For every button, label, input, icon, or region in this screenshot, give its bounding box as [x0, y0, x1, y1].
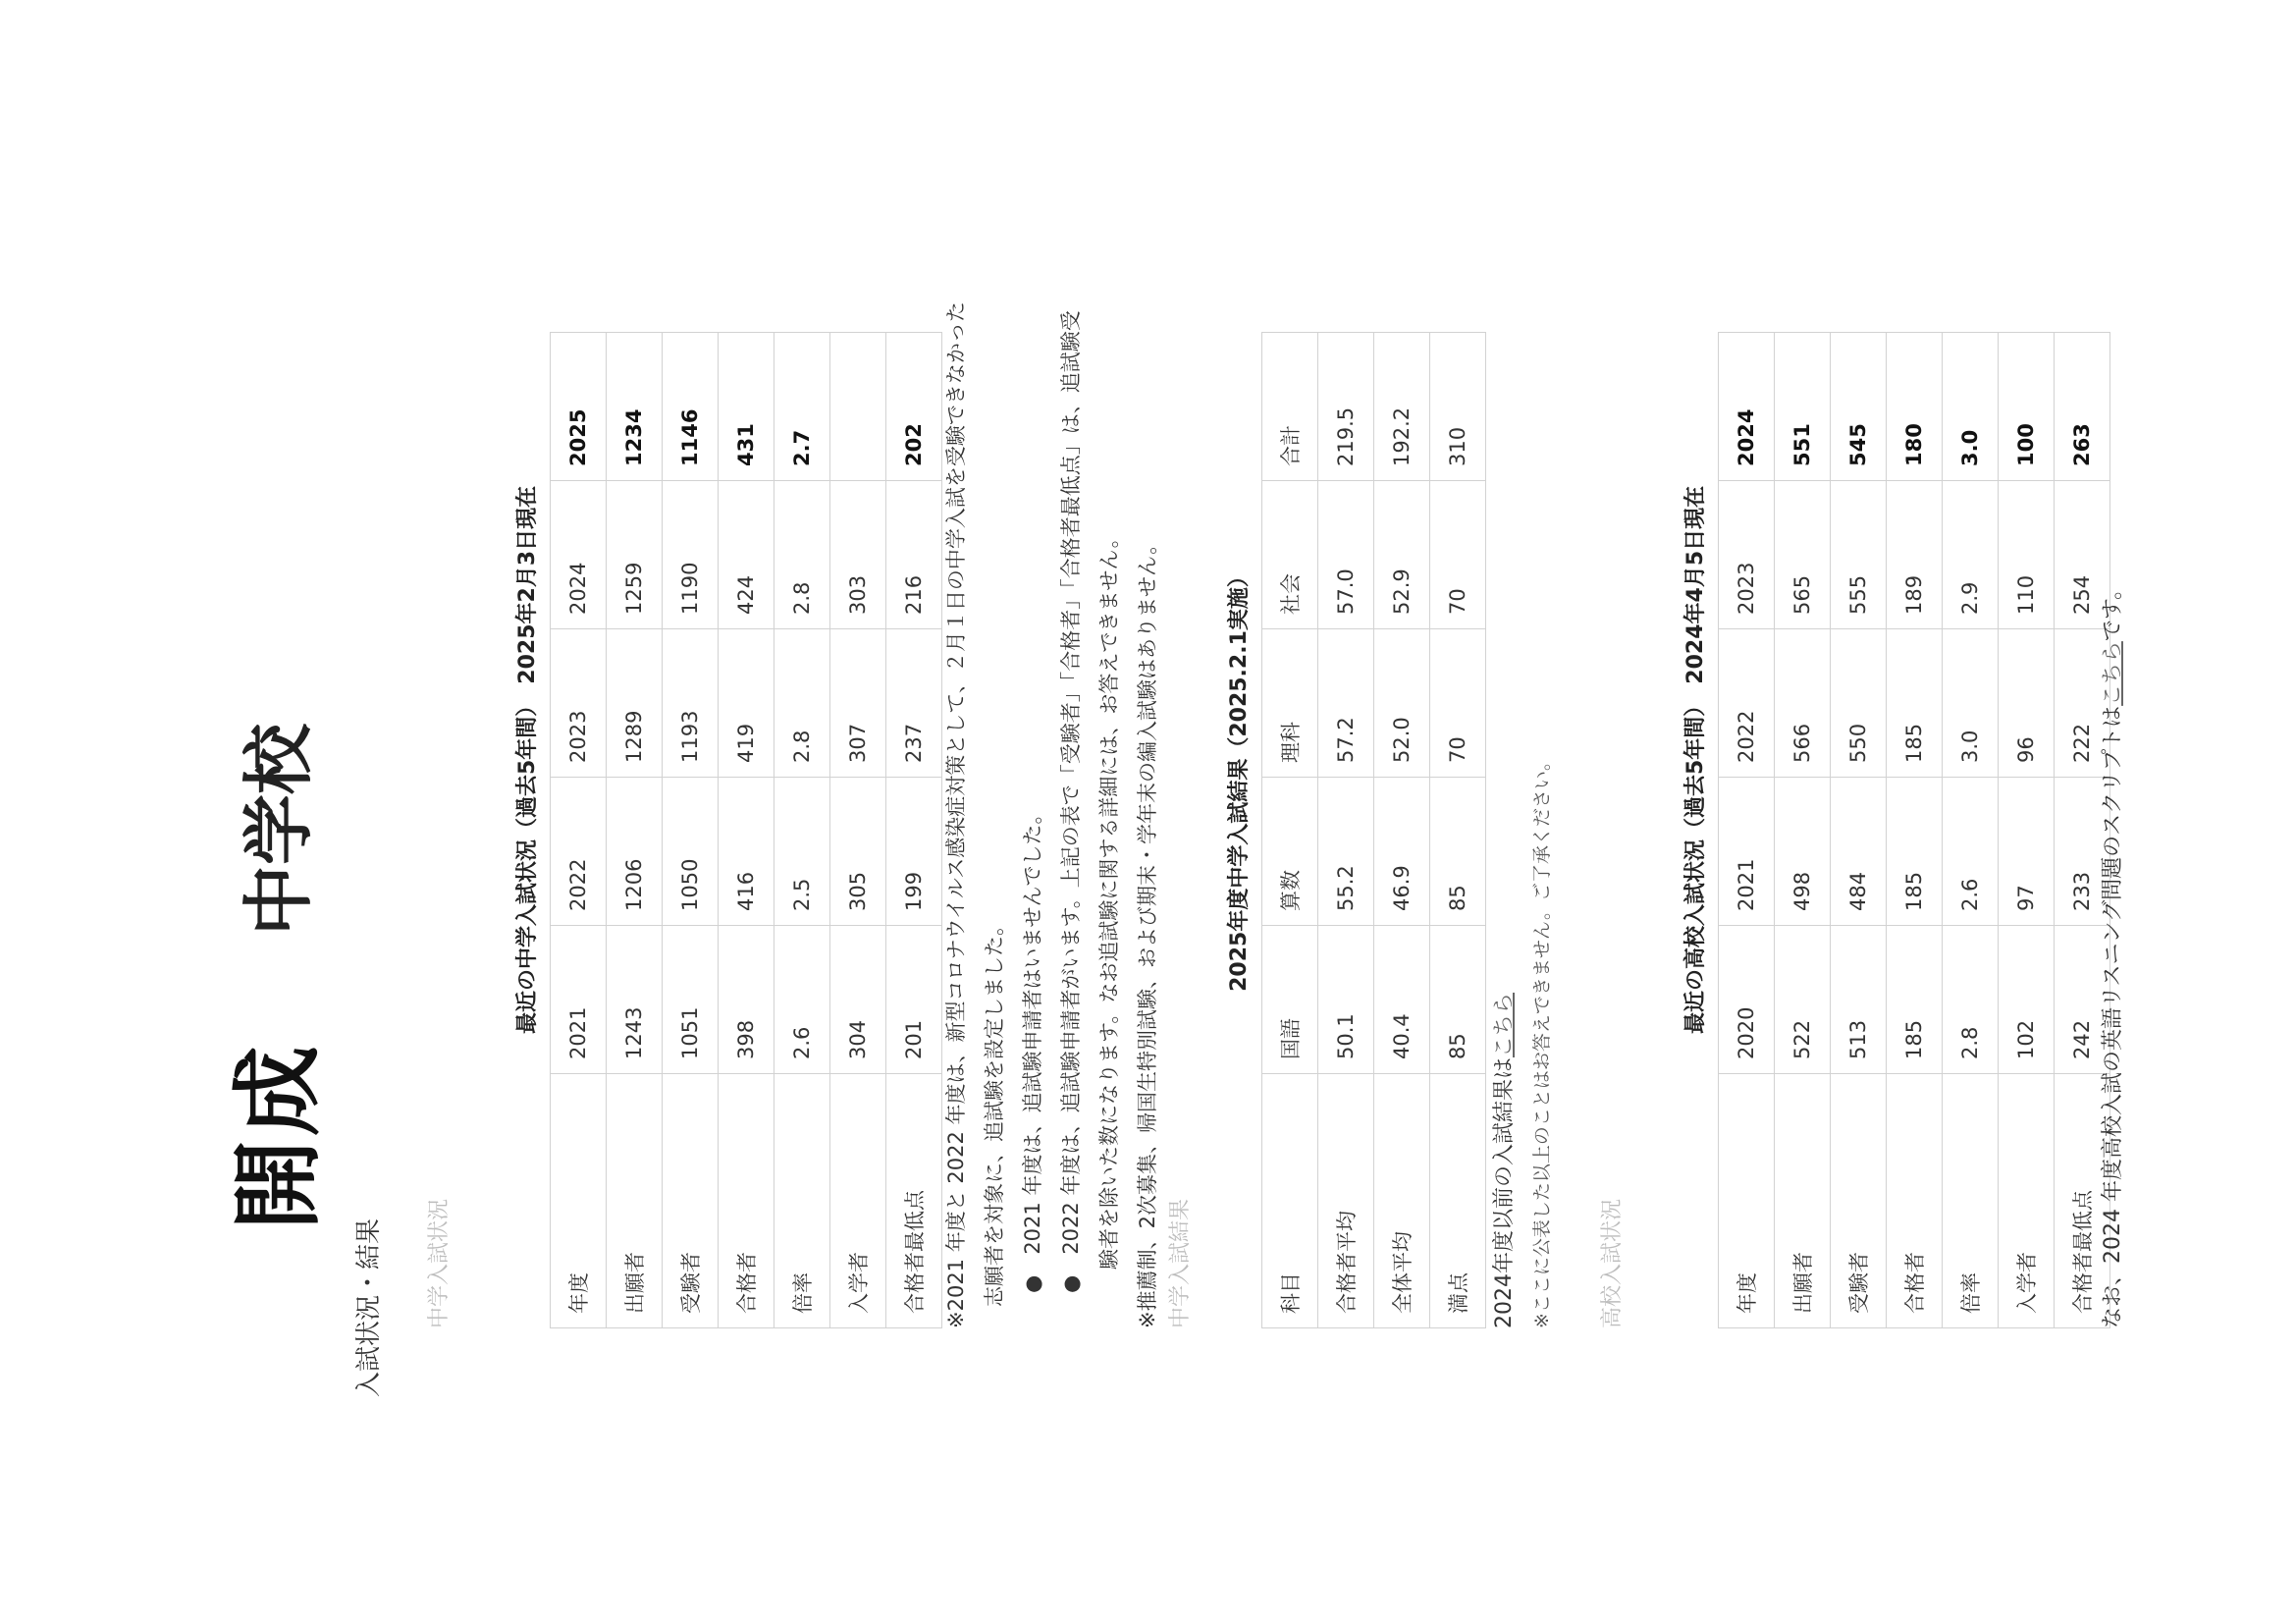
- table-cell: 222: [2055, 629, 2110, 778]
- table-cell: 52.9: [1374, 481, 1430, 629]
- table-cell: 社会: [1262, 481, 1318, 629]
- row-label: 満点: [1430, 1074, 1486, 1328]
- table-cell: 46.9: [1374, 778, 1430, 926]
- table-cell: 2.8: [1943, 926, 1999, 1074]
- table-cell: 189: [1887, 481, 1943, 629]
- footer-prefix: なお、2024 年度高校入試の英語リスニング問題のスクリプトは: [2101, 705, 2125, 1328]
- table-cell: 1193: [663, 629, 719, 778]
- past-results-link[interactable]: こちら: [1492, 992, 1517, 1057]
- row-label: 合格者: [719, 1074, 774, 1328]
- table-cell: 102: [1999, 926, 2055, 1074]
- table-row: [886, 333, 942, 1328]
- table-cell: 2023: [1719, 481, 1775, 629]
- table-cell: 97: [1999, 778, 2055, 926]
- table-cell: 513: [1831, 926, 1887, 1074]
- table-cell: 555: [1831, 481, 1887, 629]
- row-label: 合格者平均: [1318, 1074, 1374, 1328]
- jh-results-caption: 2025年度中学入試結果（2025.2.1実施）: [1227, 566, 1252, 992]
- row-label: 倍率: [774, 1074, 830, 1328]
- note-line: ● 2022 年度は、追試験申請者がいます。上記の表で「受験者」「合格者」「合格者最低点」は、追試験受: [1059, 310, 1083, 1293]
- row-label: 受験者: [663, 1074, 719, 1328]
- table-cell: 2.8: [774, 629, 830, 778]
- table-cell: 180: [1887, 333, 1943, 481]
- table-cell: 1259: [607, 481, 663, 629]
- table-cell: 52.0: [1374, 629, 1430, 778]
- table-cell: 307: [830, 629, 886, 778]
- table-cell: 2.5: [774, 778, 830, 926]
- table-row: [719, 333, 774, 1328]
- table-cell: 算数: [1262, 778, 1318, 926]
- table-cell: 2.7: [774, 333, 830, 481]
- row-label: 出願者: [607, 1074, 663, 1328]
- table-row: [1831, 333, 1887, 1328]
- table-cell: 398: [719, 926, 774, 1074]
- table-row: [1262, 333, 1318, 1328]
- link-prefix: 2024年度以前の入試結果は: [1492, 1057, 1517, 1328]
- row-label: 合格者: [1887, 1074, 1943, 1328]
- table-cell: 2.6: [1943, 778, 1999, 926]
- table-cell: [830, 333, 886, 481]
- table-cell: 2023: [551, 629, 607, 778]
- table-cell: 70: [1430, 629, 1486, 778]
- section-title: 入試状況・結果: [354, 1217, 384, 1397]
- table-row: [1430, 333, 1486, 1328]
- table-cell: 2022: [1719, 629, 1775, 778]
- table-row: [830, 333, 886, 1328]
- table-cell: 2024: [1719, 333, 1775, 481]
- table-cell: 70: [1430, 481, 1486, 629]
- table-cell: 2020: [1719, 926, 1775, 1074]
- row-label: 出願者: [1775, 1074, 1831, 1328]
- table-cell: 1206: [607, 778, 663, 926]
- table-cell: 40.4: [1374, 926, 1430, 1074]
- table-cell: 304: [830, 926, 886, 1074]
- table-cell: 1190: [663, 481, 719, 629]
- table-cell: 2.9: [1943, 481, 1999, 629]
- table-cell: 1243: [607, 926, 663, 1074]
- table-cell: 242: [2055, 926, 2110, 1074]
- table-cell: 424: [719, 481, 774, 629]
- listening-script-link[interactable]: こちら: [2101, 641, 2125, 706]
- table-cell: 85: [1430, 926, 1486, 1074]
- table-cell: 1050: [663, 778, 719, 926]
- row-label: 入学者: [830, 1074, 886, 1328]
- table-cell: 237: [886, 629, 942, 778]
- table-cell: 202: [886, 333, 942, 481]
- table-cell: 416: [719, 778, 774, 926]
- table-cell: 50.1: [1318, 926, 1374, 1074]
- note-line: ● 2021 年度は、追試験申請者はいませんでした。: [1021, 803, 1044, 1293]
- table-cell: 192.2: [1374, 333, 1430, 481]
- table-cell: 498: [1775, 778, 1831, 926]
- jh-results-table: [1261, 332, 1486, 1328]
- jh-results-note: ※ここに公表した以上のことはお答えできません。ご了承ください。: [1531, 751, 1553, 1328]
- table-cell: 219.5: [1318, 333, 1374, 481]
- table-cell: 550: [1831, 629, 1887, 778]
- table-cell: 233: [2055, 778, 2110, 926]
- hs-footer-line: [2096, 578, 2126, 1328]
- table-row: [1719, 333, 1775, 1328]
- table-cell: 57.2: [1318, 629, 1374, 778]
- table-cell: 199: [886, 778, 942, 926]
- table-cell: 1051: [663, 926, 719, 1074]
- table-cell: 国語: [1262, 926, 1318, 1074]
- table-row: [663, 333, 719, 1328]
- row-label: 全体平均: [1374, 1074, 1430, 1328]
- row-label: 倍率: [1943, 1074, 1999, 1328]
- table-cell: 303: [830, 481, 886, 629]
- table-row: [1318, 333, 1374, 1328]
- table-cell: 431: [719, 333, 774, 481]
- table-row: [1374, 333, 1430, 1328]
- table-cell: 484: [1831, 778, 1887, 926]
- table-row: [1887, 333, 1943, 1328]
- table-cell: 2024: [551, 481, 607, 629]
- table-cell: 合計: [1262, 333, 1318, 481]
- table-cell: 96: [1999, 629, 2055, 778]
- table-row: [551, 333, 607, 1328]
- table-cell: 263: [2055, 333, 2110, 481]
- table-cell: 216: [886, 481, 942, 629]
- table-cell: 2022: [551, 778, 607, 926]
- note-line: 志願者を対象に、追試験を設定しました。: [983, 915, 1006, 1307]
- table-cell: 2025: [551, 333, 607, 481]
- table-cell: 419: [719, 629, 774, 778]
- nav-hs-status[interactable]: 高校入試状況: [1600, 1198, 1625, 1328]
- table-cell: 100: [1999, 333, 2055, 481]
- table-cell: 551: [1775, 333, 1831, 481]
- table-cell: 2.6: [774, 926, 830, 1074]
- table-cell: 2021: [1719, 778, 1775, 926]
- table-cell: 55.2: [1318, 778, 1374, 926]
- school-name-sub: 中学校: [238, 723, 320, 936]
- nav-jh-results[interactable]: 中学入試結果: [1168, 1198, 1193, 1328]
- table-row: [1775, 333, 1831, 1328]
- table-cell: 85: [1430, 778, 1486, 926]
- table-cell: 3.0: [1943, 629, 1999, 778]
- table-row: [607, 333, 663, 1328]
- row-label: 年度: [551, 1074, 607, 1328]
- table-cell: 185: [1887, 629, 1943, 778]
- row-label: 合格者最低点: [2055, 1074, 2110, 1328]
- table-cell: 185: [1887, 926, 1943, 1074]
- row-label: 入学者: [1999, 1074, 2055, 1328]
- jh-status-notes: [937, 32, 1167, 1328]
- row-label: 受験者: [1831, 1074, 1887, 1328]
- hs-status-caption: 最近の高校入試状況（過去5年間） 2024年4月5日現在: [1683, 485, 1708, 1034]
- table-row: [774, 333, 830, 1328]
- footer-suffix: です。: [2101, 577, 2125, 642]
- table-cell: 2.8: [774, 481, 830, 629]
- row-label: 科目: [1262, 1074, 1318, 1328]
- table-cell: 201: [886, 926, 942, 1074]
- table-cell: 305: [830, 778, 886, 926]
- table-cell: 理科: [1262, 629, 1318, 778]
- note-line: 験者を除いた数になります。なお追試験に関する詳細には、お答えできません。: [1097, 527, 1121, 1270]
- jh-status-table: [550, 332, 942, 1328]
- nav-jh-status[interactable]: 中学入試状況: [427, 1198, 452, 1328]
- jh-results-link-line: [1487, 993, 1518, 1328]
- table-cell: 566: [1775, 629, 1831, 778]
- note-line: ※2021 年度と 2022 年度は、新型コロナウイルス感染症対策として、２月１日の中学入試を受験できなかった: [944, 301, 968, 1328]
- hs-status-table: [1718, 332, 2110, 1328]
- table-cell: 565: [1775, 481, 1831, 629]
- table-cell: 3.0: [1943, 333, 1999, 481]
- school-name-main: 開成: [226, 1041, 331, 1230]
- table-cell: 2021: [551, 926, 607, 1074]
- table-cell: 1234: [607, 333, 663, 481]
- table-cell: 1289: [607, 629, 663, 778]
- row-label: 年度: [1719, 1074, 1775, 1328]
- table-cell: 254: [2055, 481, 2110, 629]
- table-cell: 57.0: [1318, 481, 1374, 629]
- row-label: 合格者最低点: [886, 1074, 942, 1328]
- table-cell: 310: [1430, 333, 1486, 481]
- jh-status-caption: 最近の中学入試状況（過去5年間） 2025年2月3日現在: [515, 485, 540, 1034]
- table-cell: 522: [1775, 926, 1831, 1074]
- table-cell: 185: [1887, 778, 1943, 926]
- note-line: ※推薦制、2次募集、帰国生特別試験、および期末・学年末の編入試験はありません。: [1136, 533, 1159, 1328]
- table-row: [1943, 333, 1999, 1328]
- table-cell: 110: [1999, 481, 2055, 629]
- table-cell: 545: [1831, 333, 1887, 481]
- table-cell: 1146: [663, 333, 719, 481]
- table-row: [1999, 333, 2055, 1328]
